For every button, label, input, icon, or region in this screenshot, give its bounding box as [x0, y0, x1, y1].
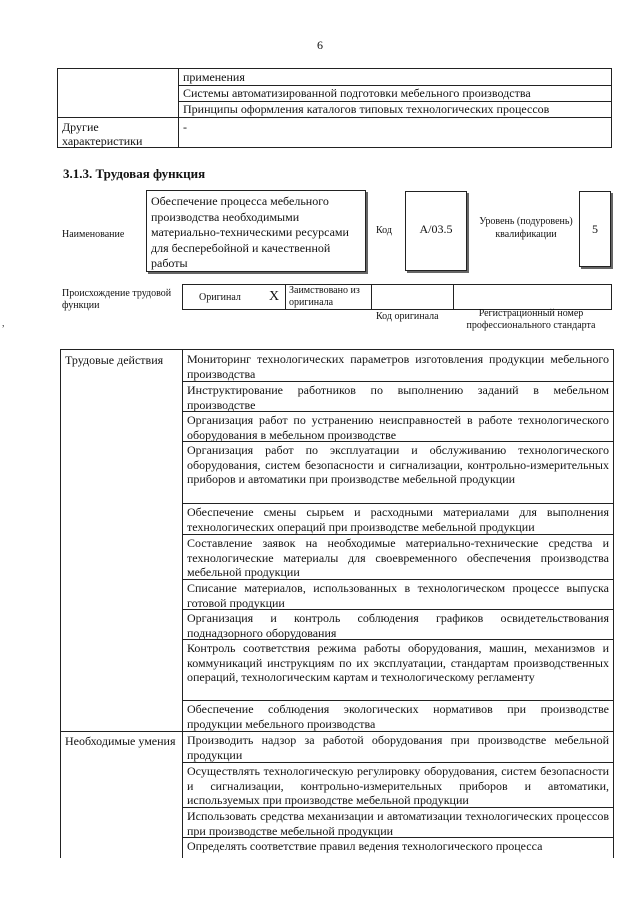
skills-label: Необходимые умения	[65, 734, 176, 748]
level-label: Уровень (подуровень) квалификации	[479, 216, 573, 240]
name-label: Наименование	[62, 229, 125, 240]
table-row: Составление заявок на необходимые материально-технические средства и технологические материалы для своевременного обеспечения производства мебельной продукции	[187, 536, 609, 579]
table-row: Мониторинг технологических параметров изготовления продукции мебельного производства	[187, 352, 609, 381]
top-table-row: Принципы оформления каталогов типовых технологических процессов	[183, 102, 550, 116]
page-number: 6	[317, 38, 323, 52]
table-row: Определять соответствие правил ведения технологического процесса	[187, 839, 543, 853]
function-name-value: Обеспечение процесса мебельного производства необходимыми материально-техническими ресурсами для бесперебойной и качественной работы	[151, 194, 349, 270]
top-continuation-table	[57, 68, 612, 148]
level-value: 5	[592, 222, 598, 236]
table-row: Контроль соответствия режима работы оборудования, машин, механизмов и коммуникаций инструкциям по их эксплуатации, стандартам производственных операций, технологическим картам и технологическому регламенту	[187, 641, 609, 684]
origin-label: Происхождение трудовой функции	[62, 288, 172, 311]
table-row: Обеспечение смены сырьем и расходными материалами для выполнения технологических операций при производстве мебельной продукции	[187, 505, 609, 534]
function-name-box	[146, 190, 366, 272]
table-row: Осуществлять технологическую регулировку оборудования, систем безопасности и сигнализации, контрольно-измерительных приборов и автоматики, используемых при производстве мебельной продукции	[187, 764, 609, 807]
top-table-row: применения	[183, 70, 245, 84]
code-value: A/03.5	[419, 222, 453, 236]
table-row: Обеспечение соблюдения экологических нормативов при производстве продукции мебельного производства	[187, 702, 609, 731]
table-row: Организация работ по устранению неисправностей в работе технологического оборудования в мебельном производстве	[187, 413, 609, 442]
section-title: 3.1.3. Трудовая функция	[63, 166, 206, 181]
table-row: Организация и контроль соблюдения графиков освидетельствования поднадзорного оборудования	[187, 611, 609, 640]
labor-actions-label: Трудовые действия	[65, 353, 164, 367]
other-characteristics-label: Другие характеристики	[62, 120, 143, 148]
registration-number-label: Регистрационный номер профессионального стандарта	[466, 308, 596, 331]
original-label: Оригинал	[199, 292, 241, 303]
code-box	[405, 191, 467, 271]
table-row: Инструктирование работников по выполнению заданий в мебельном производстве	[187, 383, 609, 412]
top-table-row: Системы автоматизированной подготовки мебельного производства	[183, 86, 531, 100]
margin-mark: ,	[2, 318, 5, 329]
borrowed-label: Заимствовано из оригинала	[289, 285, 360, 308]
labor-function-table	[60, 349, 614, 858]
level-box	[579, 191, 611, 267]
table-row: Списание материалов, использованных в технологическом процессе выпуска готовой продукции	[187, 581, 609, 610]
code-original-label: Код оригинала	[376, 311, 439, 322]
code-label: Код	[376, 225, 392, 236]
original-mark: X	[269, 289, 280, 304]
table-row: Производить надзор за работой оборудования при производстве мебельной продукции	[187, 733, 609, 762]
table-row: Использовать средства механизации и автоматизации технологических процессов при производстве мебельной продукции	[187, 809, 609, 838]
table-row: Организация работ по эксплуатации и обслуживанию технологического оборудования, систем безопасности и сигнализации, контрольно-измерительных приборов и автоматики при производстве мебельной продукции	[187, 443, 609, 486]
origin-table	[182, 284, 612, 310]
other-characteristics-value: -	[183, 120, 187, 134]
